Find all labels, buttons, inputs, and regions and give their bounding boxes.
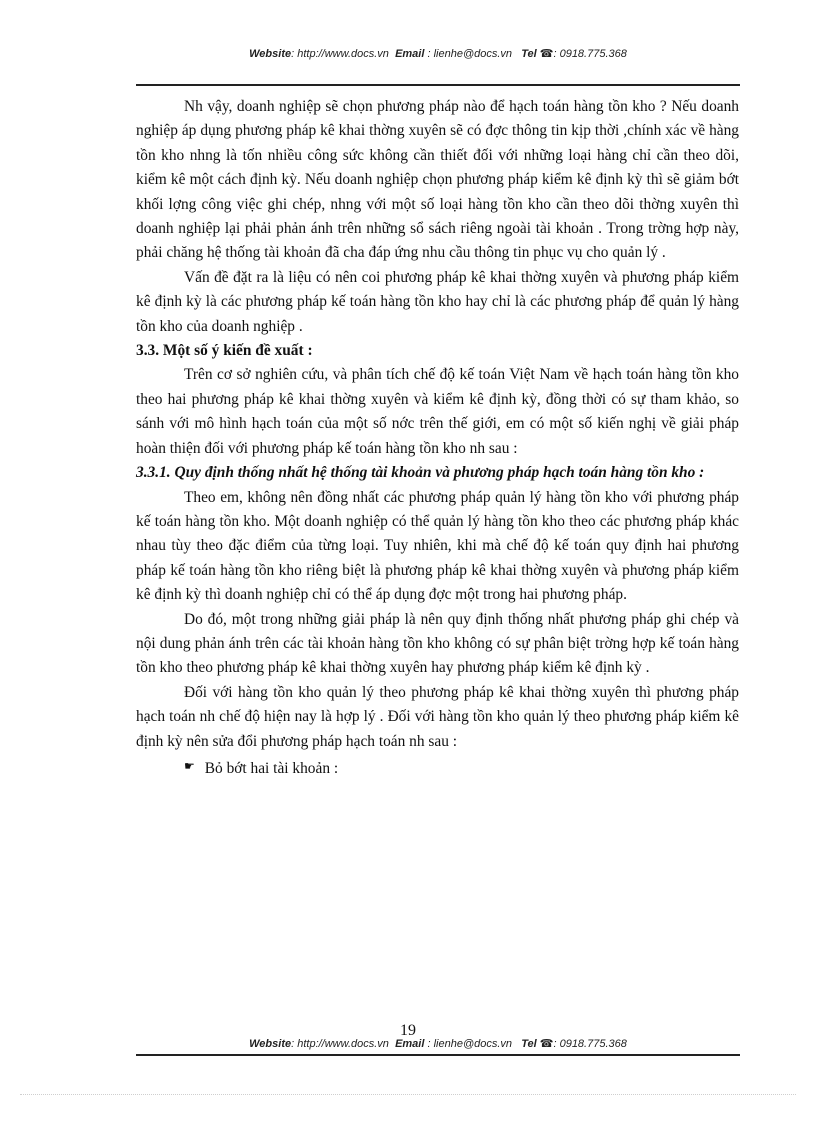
header-website-label: Website [249,48,292,60]
paragraph-1: Nh vậy, doanh nghiệp sẽ chọn phương pháp nào để hạch toán hàng tồn kho ? Nếu doanh nghiệp áp dụng phương pháp kê khai thờng xuyên sẽ có đợc thông tin kịp thời ,chính xác về hàng tồn kho nhng là tốn nhiều công sức không cần thiết đối với những loại hàng chỉ cần theo dõi, kiểm kê một cách định kỳ. Nếu doanh nghiệp chọn phương pháp kiểm kê định kỳ thì sẽ giảm bớt khối lợng công việc ghi chép, nhng với một số loại hàng tồn kho cần theo dõi thờng xuyên thì doanh nghiệp lại phải phản ánh trên những sổ sách riêng ngoài tài khoản . Trong trờng hợp này, phải chăng hệ thống tài khoản đã cha đáp ứng nhu cầu thông tin phục vụ cho quản lý . [136,98,739,262]
bullet-item [136,754,739,781]
footer-website-url[interactable]: : http://www.docs.vn [291,1038,389,1050]
footer-tel-number: : 0918.775.368 [553,1038,627,1050]
page-header [136,47,740,60]
footer-divider [136,1054,740,1056]
subsection-heading-3-3-1: 3.3.1. Quy định thống nhất hệ thống tài khoản và phương pháp hạch toán hàng tồn kho : [136,464,705,482]
phone-icon: ☎ [539,1038,554,1050]
header-divider [136,84,740,86]
footer-email-address[interactable]: : lienhe@docs.vn [427,1038,513,1050]
page-number: 19 [400,1022,416,1039]
phone-icon: ☎ [539,48,554,60]
footer-website-label: Website [249,1038,292,1050]
header-email-label: Email [395,48,425,60]
paragraph-3: Trên cơ sở nghiên cứu, và phân tích chế độ kế toán Việt Nam về hạch toán hàng tồn kho theo hai phương pháp kê khai thờng xuyên và kiểm kê định kỳ, đồng thời có sự tham khảo, so sánh với mô hình hạch toán của một số nớc trên thế giới, em có một số kiến nghị về giải pháp hoàn thiện đối với phương pháp kế toán hàng tồn kho nh sau : [136,366,739,457]
header-tel-label: Tel [521,48,537,60]
section-heading-3-3: 3.3. Một số ý kiến đề xuất : [136,342,313,360]
paragraph-5: Do đó, một trong những giải pháp là nên quy định thống nhất phương pháp ghi chép và nội dung phản ánh trên các tài khoản hàng tồn kho không có sự phân biệt trờng hợp kế toán hàng tồn kho theo phương pháp kê khai thờng xuyên hay phương pháp kiểm kê định kỳ . [136,610,739,677]
paragraph-4: Theo em, không nên đồng nhất các phương pháp quản lý hàng tồn kho với phương pháp kế toán hàng tồn kho. Một doanh nghiệp có thể quản lý hàng tồn kho theo các phương pháp khác nhau tùy theo đặc điểm của từng loại. Tuy nhiên, khi mà chế độ kế toán quy định hai phương pháp kế toán hàng tồn kho riêng biệt là phương pháp kê khai thờng xuyên và phương pháp kiểm kê định kỳ thì doanh nghiệp chỉ có thể áp dụng đợc một trong hai phương pháp. [136,488,739,604]
bullet-item-text: Bỏ bớt hai tài khoản : [204,759,339,777]
page-edge-divider [20,1094,796,1095]
header-tel-number: : 0918.775.368 [553,48,627,60]
document-body [136,95,739,781]
header-website-url[interactable]: : http://www.docs.vn [291,48,389,60]
header-email-address[interactable]: : lienhe@docs.vn [427,48,513,60]
paragraph-2: Vấn đề đặt ra là liệu có nên coi phương pháp kê khai thờng xuyên và phương pháp kiểm kê định kỳ là các phương pháp kế toán hàng tồn kho hay chỉ là các phương pháp để quản lý hàng tồn kho của doanh nghiệp . [136,268,739,335]
footer-tel-label: Tel [521,1038,537,1050]
footer-email-label: Email [395,1038,425,1050]
paragraph-6: Đối với hàng tồn kho quản lý theo phương pháp kê khai thờng xuyên thì phương pháp hạch toán nh chế độ hiện nay là hợp lý . Đối với hàng tồn kho quản lý theo phương pháp kiểm kê định kỳ nên sửa đổi phương pháp hạch toán nh sau : [136,683,739,750]
page-footer [136,1037,740,1050]
pointing-hand-icon: ☛ [184,758,195,773]
